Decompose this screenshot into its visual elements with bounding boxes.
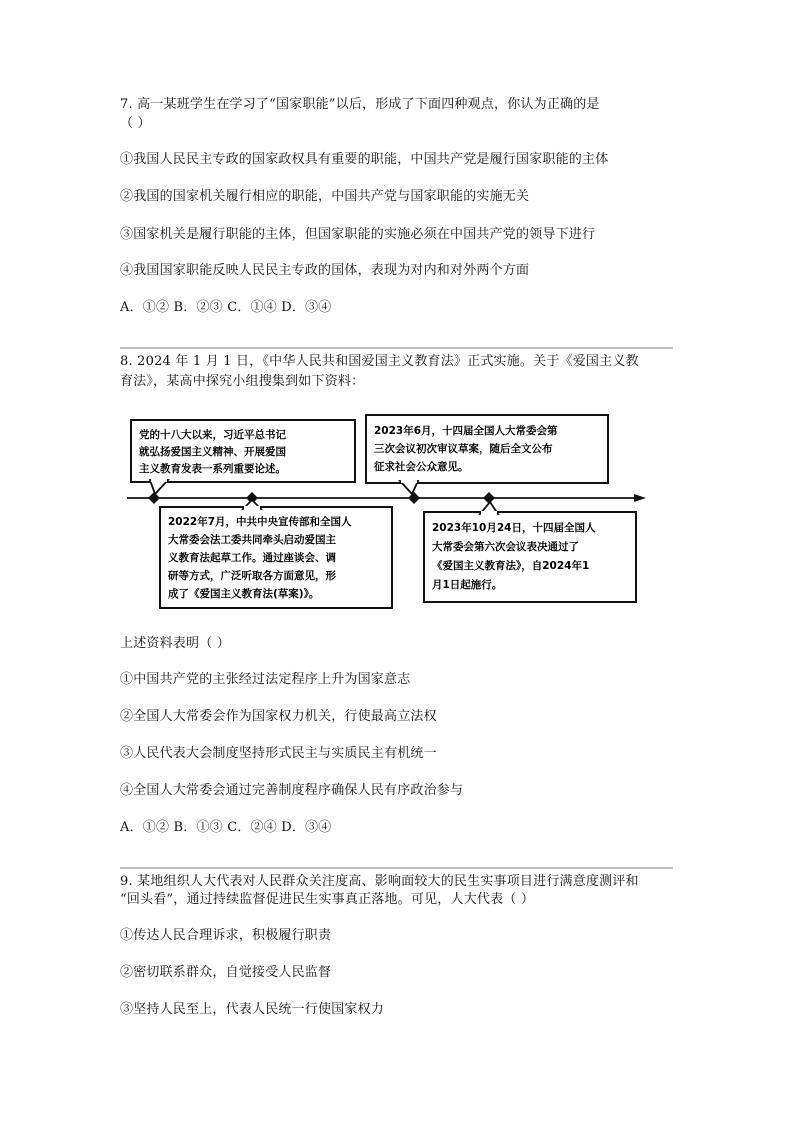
box2-line4: 研等方式，广泛听取各方面意见，形 bbox=[168, 570, 336, 582]
q7-option-1: ①我国人民民主专政的国家政权具有重要的职能，中国共产党是履行国家职能的主体 bbox=[120, 152, 609, 167]
q9-stem-line2: “回头看”，通过持续监督促进民生实事真正落地。可见，人大代表（ ） bbox=[120, 892, 535, 907]
q7-option-2: ②我国的国家机关履行相应的职能，中国共产党与国家职能的实施无关 bbox=[120, 189, 530, 204]
box3-line3: 征求社会公众意见。 bbox=[374, 461, 469, 473]
timeline-box-4 bbox=[424, 502, 636, 602]
question-divider bbox=[120, 867, 673, 869]
q8-prompt: 上述资料表明（ ） bbox=[120, 636, 230, 651]
q8-option-4: ④全国人大常委会通过完善制度程序确保人民有序政治参与 bbox=[120, 783, 464, 798]
box4-line1: 2023年10月24日，十四届全国人 bbox=[432, 522, 596, 534]
q8-option-2: ②全国人大常委会作为国家权力机关，行使最高立法权 bbox=[120, 709, 437, 724]
q8-option-3: ③人民代表大会制度坚持形式民主与实质民主有机统一 bbox=[120, 746, 437, 761]
box4-line2: 大常委会第六次会议表决通过了 bbox=[432, 541, 579, 553]
timeline-box-1 bbox=[131, 420, 355, 494]
q8-choices: A．①② B．①③ C．②④ D．③④ bbox=[120, 820, 332, 835]
box1-line3: 主义教育发表一系列重要论述。 bbox=[139, 463, 286, 475]
timeline-figure bbox=[0, 400, 794, 630]
box4-line3: 《爱国主义教育法》，自2024年1 bbox=[432, 560, 590, 572]
box4-line4: 月1日起施行。 bbox=[432, 579, 503, 591]
q7-stem-line1: 7. 高一某班学生在学习了“国家职能”以后，形成了下面四种观点，你认为正确的是 bbox=[120, 97, 600, 112]
box2-line2: 大常委会法工委共同牵头启动爱国主 bbox=[168, 534, 336, 546]
box1-line2: 就弘扬爱国主义精神、开展爱国 bbox=[139, 446, 286, 458]
timeline-box-2 bbox=[160, 500, 392, 608]
timeline-arrow-icon bbox=[634, 494, 646, 502]
timeline-box-3 bbox=[366, 415, 608, 494]
q7-choices: A．①② B．②③ C．①④ D．③④ bbox=[120, 300, 332, 315]
q9-option-3: ③坚持人民至上，代表人民统一行使国家权力 bbox=[120, 1002, 385, 1017]
q9-option-2: ②密切联系群众，自觉接受人民监督 bbox=[120, 965, 332, 980]
timeline-node-3 bbox=[408, 492, 420, 504]
q7-option-4: ④我国国家职能反映人民民主专政的国体，表现为对内和对外两个方面 bbox=[120, 263, 530, 278]
q7-stem-line2: （ ） bbox=[120, 116, 151, 131]
box1-line1: 党的十八大以来，习近平总书记 bbox=[139, 429, 286, 441]
q8-option-1: ①中国共产党的主张经过法定程序上升为国家意志 bbox=[120, 672, 411, 687]
question-divider bbox=[120, 347, 673, 349]
q8-stem-line1: 8. 2024 年 1 月 1 日，《中华人民共和国爱国主义教育法》正式实施。关于《爱国主义教 bbox=[120, 354, 639, 369]
box2-line1: 2022年7月，中共中央宣传部和全国人 bbox=[168, 516, 352, 528]
box3-line1: 2023年6月，十四届全国人大常委会第 bbox=[374, 425, 558, 437]
box3-line2: 三次会议初次审议草案，随后全文公布 bbox=[374, 443, 553, 455]
box2-line3: 义教育法起草工作。通过座谈会、调 bbox=[168, 552, 336, 564]
q8-stem-line2: 育法》，某高中探究小组搜集到如下资料： bbox=[120, 374, 365, 389]
q7-option-3: ③国家机关是履行职能的主体，但国家职能的实施必须在中国共产党的领导下进行 bbox=[120, 227, 596, 242]
box2-line5: 成了《爱国主义教育法(草案)》。 bbox=[168, 588, 320, 600]
q9-option-1: ①传达人民合理诉求，积极履行职责 bbox=[120, 928, 332, 943]
q9-stem-line1: 9. 某地组织人大代表对人民群众关注度高、影响面较大的民生实事项目进行满意度测评和 bbox=[120, 874, 639, 889]
